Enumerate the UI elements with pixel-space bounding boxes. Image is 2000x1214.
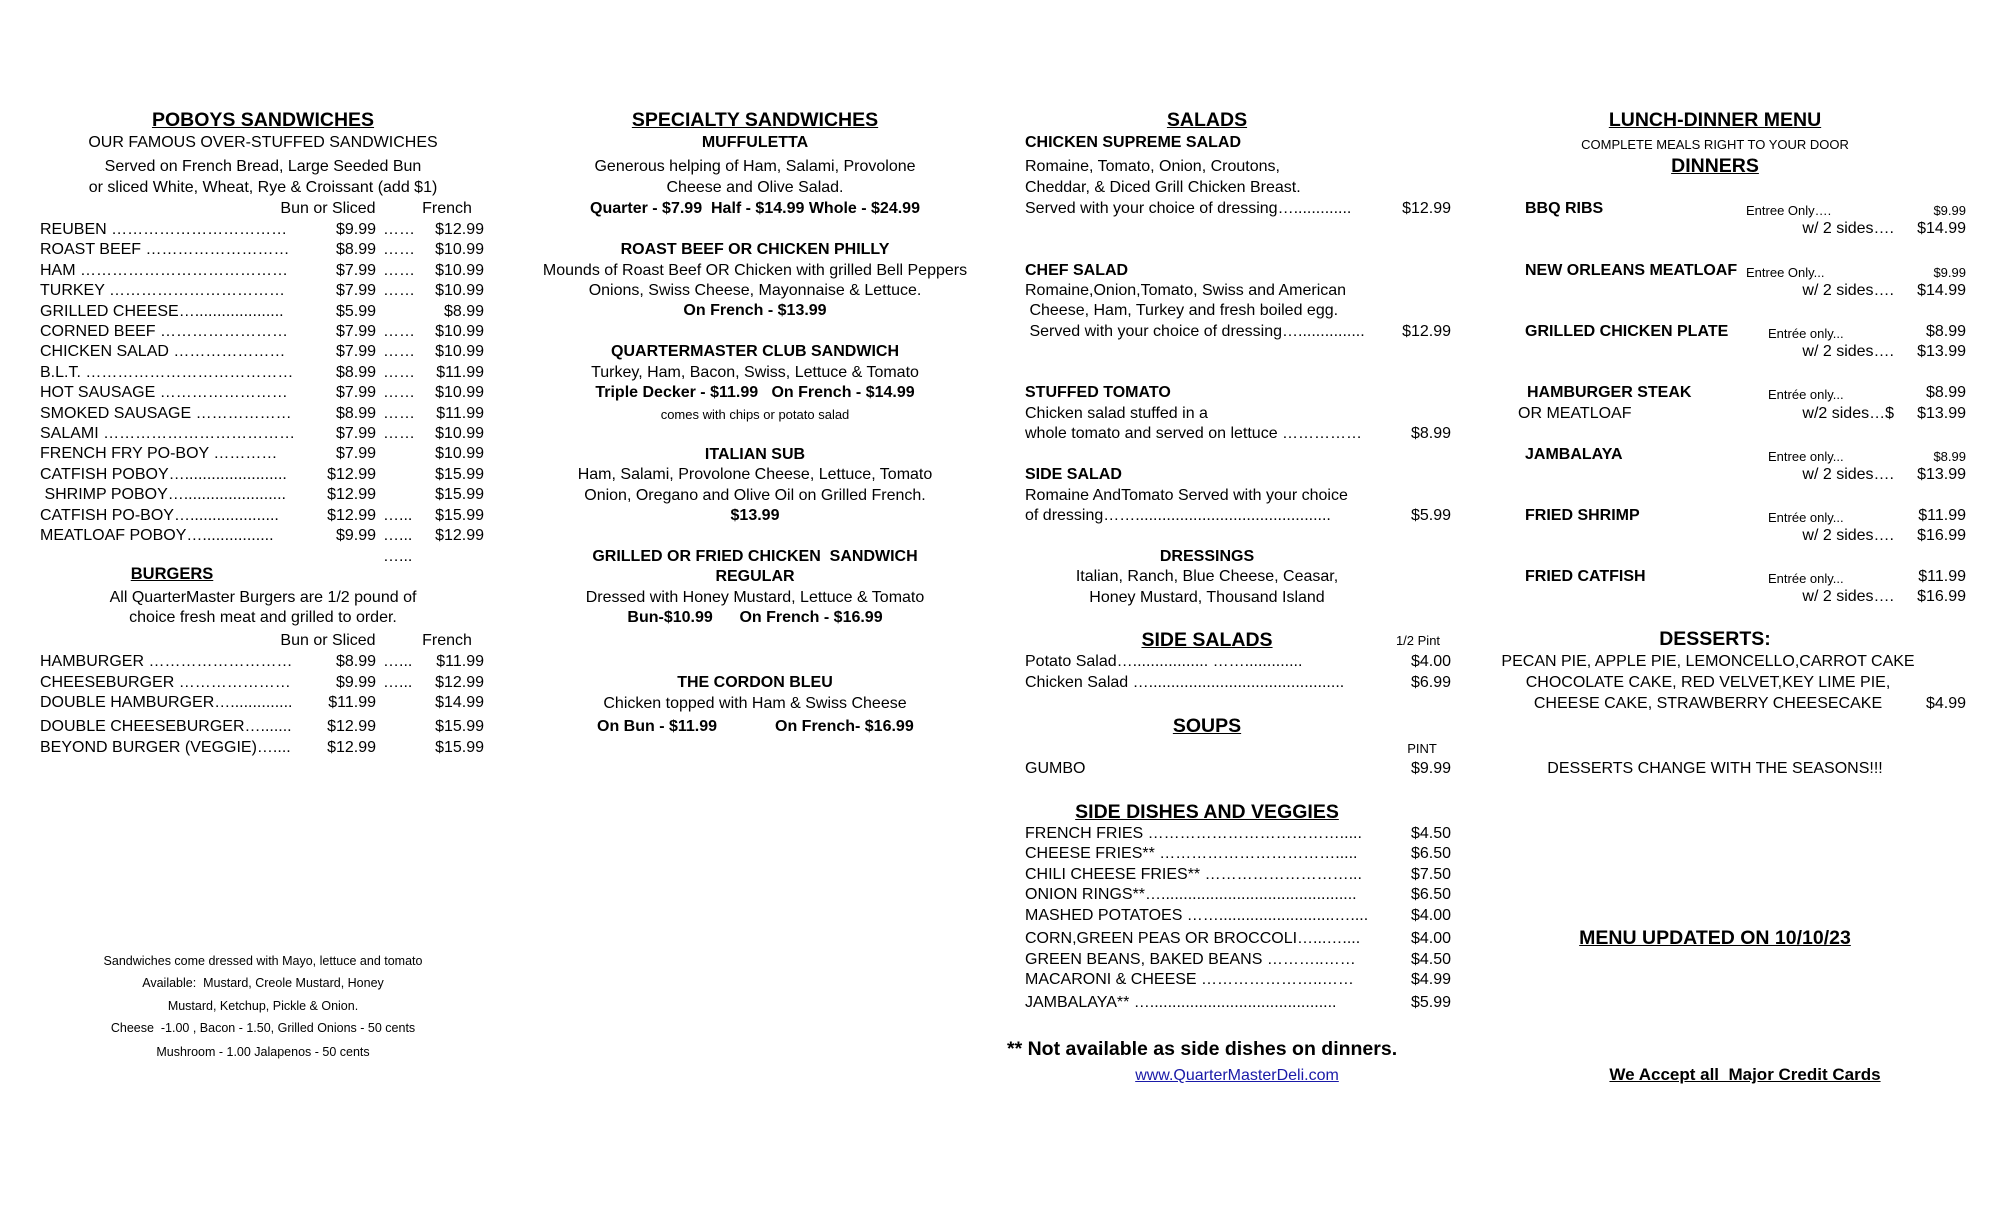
stuffed-tomato-price: $8.99 bbox=[1410, 425, 1451, 442]
side-dish-name: GREEN BEANS, BAKED BEANS ………..…… bbox=[1025, 951, 1356, 968]
poboy-item-dots: …… bbox=[383, 363, 415, 381]
extras-note-2: Mushroom - 1.00 Jalapenos - 50 cents bbox=[156, 1045, 370, 1059]
poboy-item-name: HAM ………………………………… bbox=[40, 261, 288, 279]
dinner-entree-label: Entree Only... bbox=[1746, 265, 1825, 280]
side-dish-price: $4.99 bbox=[1410, 971, 1451, 988]
poboy-item-dots: …… bbox=[383, 261, 415, 279]
side-dish-price: $4.00 bbox=[1410, 907, 1451, 924]
dinner-item-name: FRIED SHRIMP bbox=[1525, 507, 1640, 524]
poboy-item-french-price: $12.99 bbox=[435, 527, 484, 544]
poboy-item-dots: …… bbox=[383, 425, 415, 442]
poboy-item-name: B.L.T. ………………………………… bbox=[40, 363, 294, 381]
dinner-item-name-2: OR MEATLOAF bbox=[1518, 405, 1632, 422]
poboy-item-bun-price: $7.99 bbox=[335, 282, 376, 300]
club-desc: Turkey, Ham, Bacon, Swiss, Lettuce & Tomato bbox=[591, 364, 919, 381]
lunch-dinner-subtitle: COMPLETE MEALS RIGHT TO YOUR DOOR bbox=[1581, 137, 1849, 152]
salads-title: SALADS bbox=[1166, 109, 1248, 131]
dinner-item-name: HAMBURGER STEAK bbox=[1527, 384, 1692, 401]
poboy-item-bun-price: $8.99 bbox=[335, 404, 376, 422]
poboys-col-french: French bbox=[422, 200, 472, 217]
dinner-sides-price: $13.99 bbox=[1917, 405, 1966, 422]
chef-salad-desc-2: Cheese, Ham, Turkey and fresh boiled egg. bbox=[1025, 302, 1339, 319]
dinner-entree-price: $11.99 bbox=[1918, 568, 1966, 585]
side-dish-name: MASHED POTATOES ……..........................….... bbox=[1025, 907, 1369, 924]
chef-salad-price: $12.99 bbox=[1402, 323, 1451, 340]
dinner-sides-label: w/ 2 sides…. bbox=[1802, 220, 1894, 237]
dinner-sides-label: w/ 2 sides…. bbox=[1802, 588, 1894, 605]
burger-item-dots: …... bbox=[383, 674, 413, 691]
philly-desc: Mounds of Roast Beef OR Chicken with grilled Bell Peppers bbox=[542, 262, 968, 279]
side-salad-item-name: Chicken Salad …............................................ bbox=[1025, 674, 1345, 691]
desserts-price: $4.99 bbox=[1925, 695, 1966, 712]
side-dish-price: $4.50 bbox=[1410, 951, 1451, 968]
poboy-item-bun-price: $5.99 bbox=[335, 302, 376, 320]
side-salads-unit: 1/2 Pint bbox=[1395, 633, 1441, 648]
supreme-salad-name: CHICKEN SUPREME SALAD bbox=[1025, 134, 1242, 151]
dressings-title: DRESSINGS bbox=[1159, 548, 1255, 565]
stuffed-tomato-desc: Chicken salad stuffed in a bbox=[1025, 405, 1208, 422]
philly-desc-2: Onions, Swiss Cheese, Mayonnaise & Lettuce. bbox=[588, 282, 922, 299]
desserts-seasonal-note: DESSERTS CHANGE WITH THE SEASONS!!! bbox=[1547, 760, 1883, 777]
chef-salad-name: CHEF SALAD bbox=[1025, 262, 1129, 279]
side-dish-price: $5.99 bbox=[1410, 994, 1451, 1011]
poboy-item-french-price: $8.99 bbox=[443, 302, 484, 320]
side-salads-title: SIDE SALADS bbox=[1141, 629, 1273, 651]
dinners-title: DINNERS bbox=[1671, 155, 1759, 177]
poboy-item-french-price: $15.99 bbox=[435, 506, 484, 524]
side-dish-name: MACARONI & CHEESE …………………..…… bbox=[1025, 971, 1354, 988]
desserts-list: PECAN PIE, APPLE PIE, LEMONCELLO,CARROT CAKE bbox=[1501, 653, 1915, 670]
soup-name: GUMBO bbox=[1025, 760, 1086, 777]
supreme-salad-desc: Romaine, Tomato, Onion, Croutons, bbox=[1025, 158, 1280, 175]
poboy-item-dots: …… bbox=[383, 384, 415, 402]
poboy-item-name: ROAST BEEF ……………………… bbox=[40, 241, 290, 259]
side-dish-name: JAMBALAYA** ….......................................... bbox=[1025, 994, 1337, 1011]
side-dish-name: CHILI CHEESE FRIES** ………………………... bbox=[1025, 866, 1362, 883]
menu-updated-date: MENU UPDATED ON 10/10/23 bbox=[1579, 927, 1851, 949]
philly-name: ROAST BEEF OR CHICKEN PHILLY bbox=[620, 241, 890, 258]
club-note: comes with chips or potato salad bbox=[660, 407, 850, 422]
dinner-sides-price: $14.99 bbox=[1917, 282, 1966, 299]
desserts-list-2: CHOCOLATE CAKE, RED VELVET,KEY LIME PIE, bbox=[1525, 674, 1891, 691]
dinner-sides-label: w/ 2 sides…. bbox=[1802, 343, 1894, 360]
dressing-note: Sandwiches come dressed with Mayo, lettuce and tomato bbox=[103, 954, 423, 968]
available-note: Available: Mustard, Creole Mustard, Honey bbox=[142, 976, 384, 990]
poboy-item-bun-price: $9.99 bbox=[335, 527, 376, 544]
poboy-item-french-price: $10.99 bbox=[435, 425, 484, 442]
poboy-item-bun-price: $7.99 bbox=[335, 323, 376, 340]
dinner-entree-price: $8.99 bbox=[1925, 323, 1966, 340]
dinner-entree-price: $9.99 bbox=[1933, 203, 1966, 218]
poboy-item-dots: …… bbox=[383, 404, 415, 422]
muffuletta-desc-2: Cheese and Olive Salad. bbox=[666, 179, 844, 196]
chef-salad-desc-3: Served with your choice of dressing…............... bbox=[1025, 323, 1365, 340]
poboy-item-name: TURKEY …………………………… bbox=[40, 282, 286, 300]
poboy-item-french-price: $11.99 bbox=[436, 404, 484, 422]
poboys-title: POBOYS SANDWICHES bbox=[151, 109, 375, 131]
dinner-item-name: GRILLED CHICKEN PLATE bbox=[1525, 323, 1729, 340]
available-note-2: Mustard, Ketchup, Pickle & Onion. bbox=[167, 999, 359, 1013]
dinner-entree-label: Entree only... bbox=[1768, 449, 1844, 464]
dinner-sides-price: $16.99 bbox=[1917, 588, 1966, 605]
poboys-subtitle: OUR FAMOUS OVER-STUFFED SANDWICHES bbox=[88, 134, 438, 151]
soups-title: SOUPS bbox=[1172, 715, 1242, 737]
dinner-entree-price: $8.99 bbox=[1933, 449, 1966, 464]
soup-price: $9.99 bbox=[1410, 760, 1451, 777]
dinner-item-name: NEW ORLEANS MEATLOAF bbox=[1525, 262, 1738, 279]
dinner-sides-label: w/ 2 sides…. bbox=[1802, 527, 1894, 544]
burgers-subtitle: All QuarterMaster Burgers are 1/2 pound of bbox=[109, 589, 417, 606]
muffuletta-name: MUFFULETTA bbox=[701, 134, 809, 151]
poboy-item-bun-price: $7.99 bbox=[335, 425, 376, 442]
poboy-item-name: REUBEN …………………………… bbox=[40, 221, 288, 238]
burgers-title: BURGERS bbox=[130, 565, 214, 583]
poboy-item-dots: …... bbox=[383, 506, 413, 524]
poboy-item-name: CHICKEN SALAD ………………… bbox=[40, 343, 286, 361]
club-price: Triple Decker - $11.99 On French - $14.99 bbox=[595, 384, 915, 401]
poboy-item-name: FRENCH FRY PO-BOY ………… bbox=[40, 445, 278, 463]
dinner-item-name: BBQ RIBS bbox=[1525, 200, 1604, 217]
poboy-item-name: MEATLOAF POBOY…................ bbox=[40, 527, 274, 544]
club-name: QUARTERMASTER CLUB SANDWICH bbox=[611, 343, 899, 360]
poboys-trailing-dots: …... bbox=[383, 548, 413, 565]
poboys-bread-note: Served on French Bread, Large Seeded Bun bbox=[104, 158, 422, 175]
chef-salad-desc: Romaine,Onion,Tomato, Swiss and American bbox=[1025, 282, 1347, 299]
burger-item-bun-price: $8.99 bbox=[335, 653, 376, 670]
poboy-item-bun-price: $7.99 bbox=[335, 445, 376, 463]
poboy-item-french-price: $10.99 bbox=[435, 445, 484, 463]
burger-item-name: BEYOND BURGER (VEGGIE)….... bbox=[40, 739, 291, 756]
poboy-item-dots: …… bbox=[383, 323, 415, 340]
burger-item-name: DOUBLE CHEESEBURGER…....... bbox=[40, 718, 292, 735]
poboy-item-name: CATFISH POBOY…....................... bbox=[40, 465, 287, 483]
side-dish-name: ONION RINGS**…............................................ bbox=[1025, 886, 1357, 903]
stuffed-tomato-desc-2: whole tomato and served on lettuce …………… bbox=[1025, 425, 1363, 442]
poboy-item-french-price: $15.99 bbox=[435, 486, 484, 504]
italian-desc-2: Onion, Oregano and Olive Oil on Grilled French. bbox=[584, 487, 926, 504]
poboy-item-name: CATFISH PO-BOY….................... bbox=[40, 506, 279, 524]
side-salad-desc: Romaine AndTomato Served with your choice bbox=[1025, 487, 1348, 504]
dinner-entree-label: Entrée only... bbox=[1768, 571, 1844, 586]
burger-item-bun-price: $11.99 bbox=[328, 694, 376, 711]
side-dish-price: $6.50 bbox=[1410, 886, 1451, 903]
muffuletta-price: Quarter - $7.99 Half - $14.99 Whole - $24.99 bbox=[590, 200, 920, 217]
burger-item-name: DOUBLE HAMBURGER….............. bbox=[40, 694, 293, 711]
cordon-bleu-desc: Chicken topped with Ham & Swiss Cheese bbox=[603, 695, 907, 712]
side-dish-price: $7.50 bbox=[1410, 866, 1451, 883]
chicken-sandwich-desc: Dressed with Honey Mustard, Lettuce & Tomato bbox=[585, 589, 925, 606]
dinner-entree-label: Entree Only…. bbox=[1746, 203, 1832, 218]
poboys-col-bun: Bun or Sliced bbox=[280, 200, 376, 217]
philly-price: On French - $13.99 bbox=[683, 302, 827, 319]
poboy-item-dots: …… bbox=[383, 221, 415, 238]
sides-footnote: ** Not available as side dishes on dinners. bbox=[1007, 1038, 1398, 1060]
dinner-sides-price: $13.99 bbox=[1917, 466, 1966, 483]
poboy-item-bun-price: $9.99 bbox=[335, 221, 376, 238]
side-dish-price: $4.50 bbox=[1410, 825, 1451, 842]
side-dish-price: $6.50 bbox=[1410, 845, 1451, 862]
dinner-entree-label: Entrée only... bbox=[1768, 387, 1844, 402]
poboy-item-bun-price: $12.99 bbox=[327, 506, 376, 524]
side-salad-item-price: $6.99 bbox=[1410, 674, 1451, 691]
side-salad-item-price: $4.00 bbox=[1410, 653, 1451, 670]
poboy-item-french-price: $10.99 bbox=[435, 241, 484, 259]
dressings-list-2: Honey Mustard, Thousand Island bbox=[1089, 589, 1325, 606]
burger-item-name: CHEESEBURGER ………………… bbox=[40, 674, 291, 691]
poboy-item-dots: …… bbox=[383, 282, 415, 300]
cordon-bleu-french-price: On French- $16.99 bbox=[775, 718, 914, 735]
side-dish-name: FRENCH FRIES ………………………………..... bbox=[1025, 825, 1362, 842]
italian-desc: Ham, Salami, Provolone Cheese, Lettuce, Tomato bbox=[577, 466, 933, 483]
poboy-item-name: GRILLED CHEESE….................... bbox=[40, 302, 284, 320]
poboy-item-bun-price: $8.99 bbox=[335, 241, 376, 259]
dinner-item-name: JAMBALAYA bbox=[1525, 446, 1623, 463]
poboy-item-name: SMOKED SAUSAGE ……………… bbox=[40, 404, 292, 422]
burger-item-dots: …... bbox=[383, 653, 413, 670]
credit-cards-note: We Accept all Major Credit Cards bbox=[1609, 1065, 1881, 1084]
poboy-item-bun-price: $12.99 bbox=[327, 465, 376, 483]
poboy-item-dots: …... bbox=[383, 527, 413, 544]
dinner-sides-label: w/2 sides…$ bbox=[1802, 405, 1894, 422]
sides-title: SIDE DISHES AND VEGGIES bbox=[1075, 801, 1339, 823]
cordon-bleu-bun-price: On Bun - $11.99 bbox=[597, 718, 718, 735]
supreme-salad-desc-2: Cheddar, & Diced Grill Chicken Breast. bbox=[1025, 179, 1301, 196]
specialty-title: SPECIALTY SANDWICHES bbox=[631, 109, 879, 131]
poboy-item-name: HOT SAUSAGE …………………… bbox=[40, 384, 288, 402]
poboy-item-bun-price: $7.99 bbox=[335, 384, 376, 402]
side-dish-price: $4.00 bbox=[1410, 930, 1451, 947]
cordon-bleu-name: THE CORDON BLEU bbox=[677, 674, 833, 691]
desserts-list-3: CHEESE CAKE, STRAWBERRY CHEESECAKE bbox=[1533, 695, 1883, 712]
poboy-item-name: CORNED BEEF …………………… bbox=[40, 323, 289, 340]
burger-item-french-price: $15.99 bbox=[435, 739, 484, 756]
burger-item-bun-price: $12.99 bbox=[327, 739, 376, 756]
poboy-item-french-price: $10.99 bbox=[435, 261, 484, 279]
dinner-sides-price: $13.99 bbox=[1917, 343, 1966, 360]
poboy-item-dots: …… bbox=[383, 241, 415, 259]
dinner-entree-label: Entrée only... bbox=[1768, 510, 1844, 525]
dinner-item-name: FRIED CATFISH bbox=[1525, 568, 1646, 585]
extras-note: Cheese -1.00 , Bacon - 1.50, Grilled Onions - 50 cents bbox=[110, 1021, 416, 1035]
poboy-item-bun-price: $12.99 bbox=[327, 486, 376, 504]
supreme-salad-desc-3: Served with your choice of dressing…............. bbox=[1025, 200, 1352, 217]
dinner-sides-price: $16.99 bbox=[1917, 527, 1966, 544]
dinner-entree-price: $9.99 bbox=[1933, 265, 1966, 280]
burger-item-bun-price: $9.99 bbox=[335, 674, 376, 691]
poboy-item-french-price: $10.99 bbox=[435, 282, 484, 300]
poboy-item-bun-price: $8.99 bbox=[335, 363, 376, 381]
dinner-sides-label: w/ 2 sides…. bbox=[1802, 466, 1894, 483]
burger-item-name: HAMBURGER ……………………… bbox=[40, 653, 293, 670]
lunch-dinner-title: LUNCH-DINNER MENU bbox=[1608, 109, 1822, 131]
poboys-bread-note-2: or sliced White, Wheat, Rye & Croissant (add $1) bbox=[88, 179, 438, 196]
website-link[interactable]: www.QuarterMasterDeli.com bbox=[1135, 1067, 1339, 1084]
poboy-item-french-price: $10.99 bbox=[435, 343, 484, 361]
poboy-item-french-price: $11.99 bbox=[436, 363, 484, 381]
side-salad-price: $5.99 bbox=[1410, 507, 1451, 524]
dinner-entree-price: $11.99 bbox=[1918, 507, 1966, 524]
poboy-item-dots: …… bbox=[383, 343, 415, 361]
burger-item-french-price: $15.99 bbox=[435, 718, 484, 735]
dinner-sides-label: w/ 2 sides…. bbox=[1802, 282, 1894, 299]
chicken-sandwich-price: Bun-$10.99 On French - $16.99 bbox=[627, 609, 883, 626]
poboy-item-name: SHRIMP POBOY…....................... bbox=[40, 486, 286, 504]
burger-item-bun-price: $12.99 bbox=[327, 718, 376, 735]
poboy-item-name: SALAMI ……………………………… bbox=[40, 425, 296, 442]
supreme-salad-price: $12.99 bbox=[1402, 200, 1451, 217]
italian-name: ITALIAN SUB bbox=[704, 446, 806, 463]
poboy-item-french-price: $15.99 bbox=[435, 465, 484, 483]
muffuletta-desc: Generous helping of Ham, Salami, Provolone bbox=[594, 158, 916, 175]
stuffed-tomato-name: STUFFED TOMATO bbox=[1025, 384, 1171, 401]
poboy-item-bun-price: $7.99 bbox=[335, 343, 376, 361]
side-salad-desc-2: of dressing……............................................ bbox=[1025, 507, 1331, 524]
poboy-item-bun-price: $7.99 bbox=[335, 261, 376, 279]
burger-item-french-price: $12.99 bbox=[435, 674, 484, 691]
burger-item-french-price: $11.99 bbox=[436, 653, 484, 670]
soups-unit: PINT bbox=[1407, 741, 1437, 756]
burgers-subtitle-2: choice fresh meat and grilled to order. bbox=[129, 609, 397, 626]
dinner-entree-price: $8.99 bbox=[1925, 384, 1966, 401]
burger-item-french-price: $14.99 bbox=[435, 694, 484, 711]
chicken-sandwich-regular: REGULAR bbox=[715, 568, 795, 585]
chicken-sandwich-name: GRILLED OR FRIED CHICKEN SANDWICH bbox=[592, 548, 918, 565]
poboy-item-french-price: $10.99 bbox=[435, 323, 484, 340]
dinner-sides-price: $14.99 bbox=[1917, 220, 1966, 237]
burgers-col-french: French bbox=[422, 632, 472, 649]
burgers-col-bun: Bun or Sliced bbox=[280, 632, 376, 649]
poboy-item-french-price: $12.99 bbox=[435, 221, 484, 238]
side-dish-name: CORN,GREEN PEAS OR BROCCOLI…...….... bbox=[1025, 930, 1361, 947]
side-salad-name: SIDE SALAD bbox=[1025, 466, 1122, 483]
dressings-list: Italian, Ranch, Blue Cheese, Ceasar, bbox=[1075, 568, 1339, 585]
desserts-title: DESSERTS: bbox=[1659, 628, 1771, 650]
italian-price: $13.99 bbox=[730, 507, 780, 524]
poboy-item-french-price: $10.99 bbox=[435, 384, 484, 402]
side-salad-item-name: Potato Salad…................. ……............. bbox=[1025, 653, 1303, 670]
side-dish-name: CHEESE FRIES** ……………………………..... bbox=[1025, 845, 1358, 862]
dinner-entree-label: Entrée only... bbox=[1768, 326, 1844, 341]
